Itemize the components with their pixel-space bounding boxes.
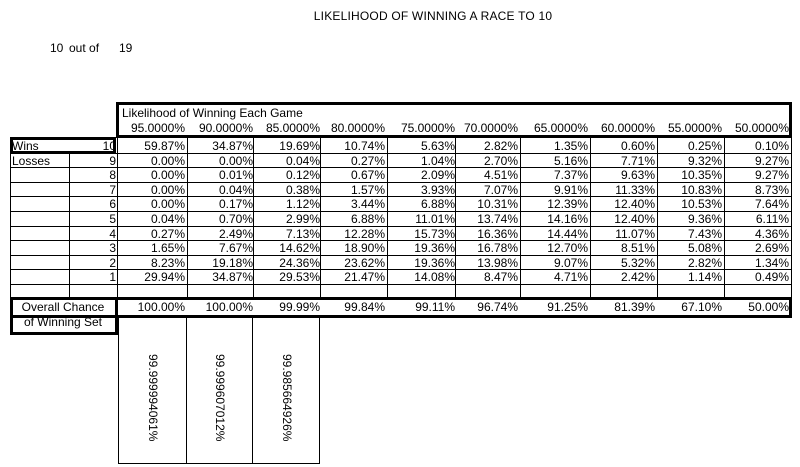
row-number: 4	[109, 226, 116, 241]
table-cell: 8.73%	[754, 182, 789, 197]
table-cell: 2.70%	[483, 153, 518, 168]
table-cell: 1.57%	[350, 182, 385, 197]
table-cell: 9.32%	[687, 153, 722, 168]
table-cell: 18.90%	[344, 241, 385, 256]
grid-line	[657, 137, 658, 298]
table-cell: 9.63%	[620, 168, 655, 183]
table-cell: 13.74%	[477, 212, 518, 226]
overall-label-box	[10, 297, 118, 335]
table-cell: 4.51%	[483, 168, 518, 183]
table-cell: 10.53%	[681, 197, 722, 212]
table-cell: 2.69%	[754, 241, 789, 256]
table-cell: 7.07%	[483, 182, 518, 197]
overall-value: 67.10%	[681, 300, 722, 314]
probability-header: 55.0000%	[667, 121, 722, 135]
table-cell: 3.44%	[350, 197, 385, 212]
overall-row-box	[10, 297, 792, 318]
table-cell: 6.88%	[420, 197, 455, 212]
row-number: 2	[109, 255, 116, 270]
precise-value: 99.999994061%	[146, 354, 160, 442]
table-cell: 12.39%	[547, 197, 588, 212]
table-cell: 19.36%	[414, 241, 455, 256]
table-cell: 0.17%	[218, 197, 253, 212]
table-cell: 0.10%	[754, 139, 789, 153]
table-cell: 1.14%	[687, 270, 722, 285]
table-cell: 0.04%	[218, 182, 253, 197]
table-cell: 0.04%	[150, 212, 185, 226]
table-cell: 5.08%	[687, 241, 722, 256]
table-cell: 2.09%	[420, 168, 455, 183]
table-cell: 10.35%	[681, 168, 722, 183]
probability-header: 70.0000%	[463, 121, 518, 135]
table-cell: 24.36%	[279, 255, 320, 270]
table-cell: 0.49%	[754, 270, 789, 285]
table-cell: 34.87%	[212, 270, 253, 285]
grid-line	[10, 182, 791, 183]
row-number: 8	[109, 168, 116, 183]
grid-line	[10, 167, 791, 168]
losses-label: Losses	[12, 153, 51, 168]
table-cell: 4.36%	[754, 226, 789, 241]
grid-line	[319, 318, 320, 464]
overall-value: 100.00%	[205, 300, 253, 314]
table-cell: 9.36%	[687, 212, 722, 226]
row-number: 10	[102, 139, 116, 153]
overall-value: 99.11%	[415, 300, 455, 314]
table-cell: 0.38%	[285, 182, 320, 197]
precise-value: 99.985664926%	[280, 354, 294, 442]
table-cell: 19.36%	[414, 255, 455, 270]
overall-value: 96.74%	[477, 300, 518, 314]
table-cell: 10.74%	[344, 139, 385, 153]
grid-line	[387, 137, 388, 298]
table-cell: 3.93%	[420, 182, 455, 197]
table-cell: 7.71%	[620, 153, 655, 168]
probability-header: 75.0000%	[400, 121, 455, 135]
table-cell: 2.82%	[687, 255, 722, 270]
summary-wins: 10	[50, 41, 64, 55]
table-cell: 10.83%	[681, 182, 722, 197]
table-cell: 15.73%	[414, 226, 455, 241]
header-caption: Likelihood of Winning Each Game	[122, 106, 303, 120]
grid-line	[791, 137, 792, 298]
table-cell: 8.47%	[483, 270, 518, 285]
row-number: 9	[109, 153, 116, 168]
row-number: 7	[109, 182, 116, 197]
grid-line	[10, 240, 791, 241]
table-cell: 1.04%	[420, 153, 455, 168]
table-cell: 6.11%	[755, 212, 789, 226]
table-cell: 7.37%	[553, 168, 588, 183]
overall-value: 99.99%	[279, 300, 320, 314]
table-cell: 7.67%	[218, 241, 253, 256]
table-cell: 11.33%	[615, 182, 655, 197]
table-cell: 10.31%	[477, 197, 518, 212]
grid-line	[186, 318, 187, 464]
table-cell: 12.70%	[547, 241, 588, 256]
table-cell: 29.53%	[279, 270, 320, 285]
table-cell: 2.99%	[285, 212, 320, 226]
table-cell: 0.25%	[687, 139, 722, 153]
table-cell: 5.16%	[553, 153, 588, 168]
grid-line	[10, 153, 791, 154]
wins-label-box	[10, 137, 116, 154]
table-cell: 12.40%	[614, 197, 655, 212]
table-cell: 9.91%	[553, 182, 588, 197]
grid-line	[10, 226, 791, 227]
table-cell: 19.18%	[212, 255, 253, 270]
table-cell: 8.23%	[150, 255, 185, 270]
header-box	[116, 102, 792, 138]
table-cell: 1.12%	[285, 197, 320, 212]
grid-line	[117, 137, 118, 298]
overall-value: 99.84%	[344, 300, 385, 314]
table-cell: 0.27%	[350, 153, 385, 168]
precise-value: 99.999607012%	[213, 354, 227, 442]
grid-line	[520, 137, 521, 298]
table-cell: 16.78%	[477, 241, 518, 256]
table-cell: 0.00%	[218, 153, 253, 168]
table-cell: 19.69%	[279, 139, 320, 153]
probability-header: 80.0000%	[330, 121, 385, 135]
table-cell: 0.60%	[620, 139, 655, 153]
table-cell: 1.34%	[754, 255, 789, 270]
table-cell: 0.00%	[150, 182, 185, 197]
table-cell: 14.44%	[547, 226, 588, 241]
table-cell: 6.88%	[350, 212, 385, 226]
table-cell: 1.35%	[553, 139, 588, 153]
table-cell: 0.67%	[350, 168, 385, 183]
table-cell: 14.62%	[279, 241, 320, 256]
table-cell: 0.00%	[150, 197, 185, 212]
overall-value: 91.25%	[547, 300, 588, 314]
grid-line	[455, 137, 456, 298]
wins-label: Wins	[12, 139, 39, 153]
table-cell: 29.94%	[144, 270, 185, 285]
table-cell: 9.27%	[754, 168, 789, 183]
table-cell: 2.42%	[620, 270, 655, 285]
row-number: 3	[109, 241, 116, 256]
grid-line	[69, 154, 70, 298]
table-cell: 14.16%	[547, 212, 588, 226]
overall-value: 50.00%	[748, 300, 789, 314]
grid-line	[118, 463, 320, 464]
grid-line	[252, 318, 253, 464]
probability-header: 65.0000%	[533, 121, 588, 135]
table-cell: 21.47%	[344, 270, 385, 285]
overall-label-line1: Overall Chance	[21, 300, 105, 314]
overall-value: 100.00%	[137, 300, 185, 314]
grid-line	[10, 211, 791, 212]
page-title: LIKELIHOOD OF WINNING A RACE TO 10	[313, 9, 553, 23]
overall-label-line2: of Winning Set	[23, 315, 103, 329]
grid-line	[10, 196, 791, 197]
table-cell: 0.00%	[150, 153, 185, 168]
probability-header: 50.0000%	[734, 121, 789, 135]
table-cell: 11.01%	[415, 212, 455, 226]
grid-line	[10, 284, 791, 285]
probability-header: 90.0000%	[198, 121, 253, 135]
grid-line	[724, 137, 725, 298]
table-cell: 23.62%	[344, 255, 385, 270]
table-cell: 9.07%	[553, 255, 588, 270]
table-cell: 5.32%	[620, 255, 655, 270]
table-cell: 16.36%	[477, 226, 518, 241]
table-cell: 2.49%	[218, 226, 253, 241]
table-cell: 0.70%	[218, 212, 253, 226]
table-cell: 7.64%	[754, 197, 789, 212]
table-cell: 12.28%	[344, 226, 385, 241]
row-number: 5	[109, 212, 116, 226]
table-cell: 11.07%	[615, 226, 655, 241]
grid-line	[187, 137, 188, 298]
table-cell: 14.08%	[414, 270, 455, 285]
table-cell: 34.87%	[212, 139, 253, 153]
table-cell: 7.43%	[687, 226, 722, 241]
table-cell: 4.71%	[553, 270, 588, 285]
row-number: 6	[109, 197, 116, 212]
probability-header: 95.0000%	[130, 121, 185, 135]
grid-line	[590, 137, 591, 298]
probability-header: 60.0000%	[600, 121, 655, 135]
grid-line	[320, 137, 321, 298]
table-cell: 0.27%	[150, 226, 185, 241]
summary-out-of-label: out of	[69, 41, 100, 55]
grid-line	[10, 137, 11, 298]
table-cell: 13.98%	[477, 255, 518, 270]
probability-header: 85.0000%	[265, 121, 320, 135]
overall-value: 81.39%	[614, 300, 655, 314]
table-cell: 0.12%	[285, 168, 320, 183]
table-cell: 1.65%	[150, 241, 185, 256]
table-cell: 8.51%	[620, 241, 655, 256]
table-cell: 2.82%	[483, 139, 518, 153]
grid-line	[118, 318, 119, 464]
table-cell: 59.87%	[144, 139, 185, 153]
table-cell: 7.13%	[285, 226, 320, 241]
grid-line	[10, 269, 791, 270]
grid-line	[253, 137, 254, 298]
table-cell: 9.27%	[754, 153, 789, 168]
table-cell: 12.40%	[614, 212, 655, 226]
table-cell: 0.00%	[150, 168, 185, 183]
table-cell: 0.01%	[218, 168, 253, 183]
table-cell: 5.63%	[420, 139, 455, 153]
row-number: 1	[109, 270, 116, 285]
grid-line	[10, 255, 791, 256]
summary-total: 19	[119, 41, 133, 55]
table-cell: 0.04%	[285, 153, 320, 168]
